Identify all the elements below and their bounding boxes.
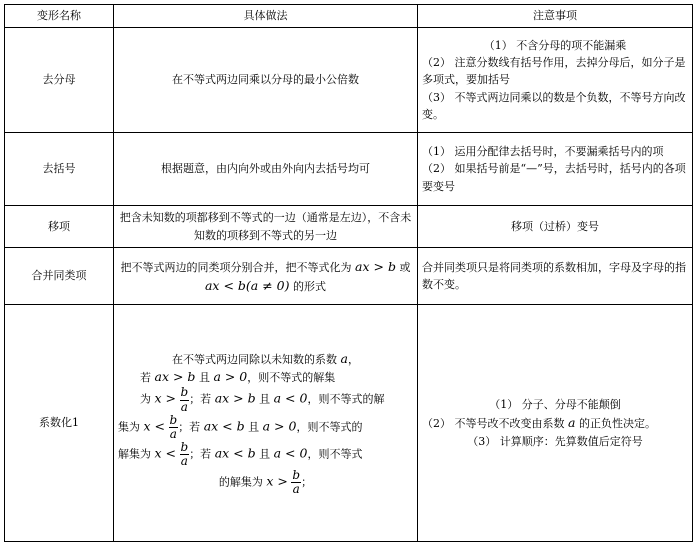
formula: ax < b(a ≠ 0) <box>204 278 290 293</box>
method-text: 的形式 <box>293 280 326 293</box>
fraction <box>180 441 190 468</box>
inequality-transformation-table <box>4 4 693 542</box>
denominator: a <box>180 399 188 414</box>
header-notes: 注意事项 <box>418 5 693 28</box>
row-name: 去分母 <box>5 28 114 133</box>
formula: ax > b <box>154 369 196 385</box>
method-text: ，则不等式的 <box>296 420 363 434</box>
formula: a > 0 <box>213 369 248 385</box>
row-method: 根据题意，由内向外或由外向内去括号均可 <box>114 133 418 206</box>
row-method: 把含未知数的项都移到不等式的一边（通常是左边），不含未知数的项移到不等式的另一边 <box>114 206 418 248</box>
note-line: （3） 计算顺序：先算数值后定符号 <box>467 434 643 448</box>
table-row <box>5 133 693 206</box>
method-text: ；若 <box>178 420 201 434</box>
note-line: （1） 运用分配律去括号时，不要漏乘括号内的项 <box>422 145 664 159</box>
method-text: 在不等式两边同除以未知数的系数 <box>172 353 338 367</box>
method-text: 的解集为 <box>218 475 263 489</box>
method-text: 且 <box>259 447 271 461</box>
denominator: a <box>169 426 177 441</box>
method-text: 解集为 <box>118 447 151 461</box>
formula: a < 0 <box>273 445 308 461</box>
method-text: 且 <box>259 393 271 407</box>
table-row <box>5 28 693 133</box>
note-line: （2） 注意分数线有括号作用，去掉分母后，如分子是多项式，要加括号 <box>422 56 686 87</box>
row-name: 系数化1 <box>5 305 114 542</box>
table-row <box>5 305 693 542</box>
numerator: b <box>169 412 178 427</box>
table-row <box>5 248 693 305</box>
row-name: 合并同类项 <box>5 248 114 305</box>
row-name: 移项 <box>5 206 114 248</box>
fraction <box>291 469 301 496</box>
header-row <box>5 5 693 28</box>
numerator: b <box>180 385 189 400</box>
denominator: a <box>180 454 188 469</box>
table-row <box>5 206 693 248</box>
row-notes <box>418 248 693 305</box>
header-name: 变形名称 <box>5 5 114 28</box>
method-text: 或 <box>399 260 411 274</box>
header-method: 具体做法 <box>114 5 418 28</box>
note-line: （3） 不等式两边同乘以的数是个负数，不等号方向改变。 <box>422 90 686 121</box>
note-line: （2） 如果括号前是“—”号，去括号时，括号内的各项要变号 <box>422 162 686 193</box>
fraction <box>169 414 179 441</box>
row-method: 在不等式两边同乘以分母的最小公倍数 <box>114 28 418 133</box>
row-notes <box>418 305 693 542</box>
method-text: 为 <box>140 393 151 407</box>
row-notes <box>418 133 693 206</box>
formula: x < <box>154 445 176 461</box>
method-text: 且 <box>248 420 260 434</box>
note-line <box>422 413 688 432</box>
note-text: （2） 不等号改不改变由系数 <box>422 417 565 431</box>
method-text: 且 <box>198 371 210 385</box>
method-text: 集为 <box>118 420 140 434</box>
method-text: 若 <box>140 371 151 385</box>
denominator: a <box>292 481 300 496</box>
row-name: 去括号 <box>5 133 114 206</box>
formula: a > 0 <box>262 418 297 434</box>
row-method <box>114 305 418 542</box>
method-text: ， <box>347 353 359 367</box>
formula: x < <box>143 418 165 434</box>
method-text: ，则不等式的解 <box>307 393 385 407</box>
method-text: ；若 <box>189 447 212 461</box>
formula: a <box>568 415 576 431</box>
method-text: ，则不等式 <box>307 447 363 461</box>
row-method <box>114 248 418 305</box>
formula: ax > b <box>355 258 396 274</box>
formula: x > <box>154 391 176 407</box>
method-text: ；若 <box>189 393 212 407</box>
row-notes <box>418 28 693 133</box>
formula: a <box>340 351 348 367</box>
note-line: 合并同类项只是将同类项的系数相加，字母及字母的指数不变。 <box>422 260 686 291</box>
formula: ax < b <box>214 445 256 461</box>
note-line: （1） 不含分母的项不能漏乘 <box>483 39 627 53</box>
formula: a < 0 <box>273 391 308 407</box>
method-text: 把不等式两边的同类项分别合并，把不等式化为 <box>120 260 352 274</box>
method-text: ，则不等式的解集 <box>247 371 336 385</box>
note-text: 的正负性决定。 <box>578 417 656 431</box>
formula: x > <box>266 473 288 489</box>
formula: ax < b <box>203 418 245 434</box>
row-notes: 移项（过桥）变号 <box>418 206 693 248</box>
formula: ax > b <box>214 391 256 407</box>
numerator: b <box>292 467 301 482</box>
method-text: ； <box>301 475 313 489</box>
fraction <box>180 386 190 413</box>
note-line: （1） 分子、分母不能颠倒 <box>489 398 621 412</box>
numerator: b <box>180 440 189 455</box>
